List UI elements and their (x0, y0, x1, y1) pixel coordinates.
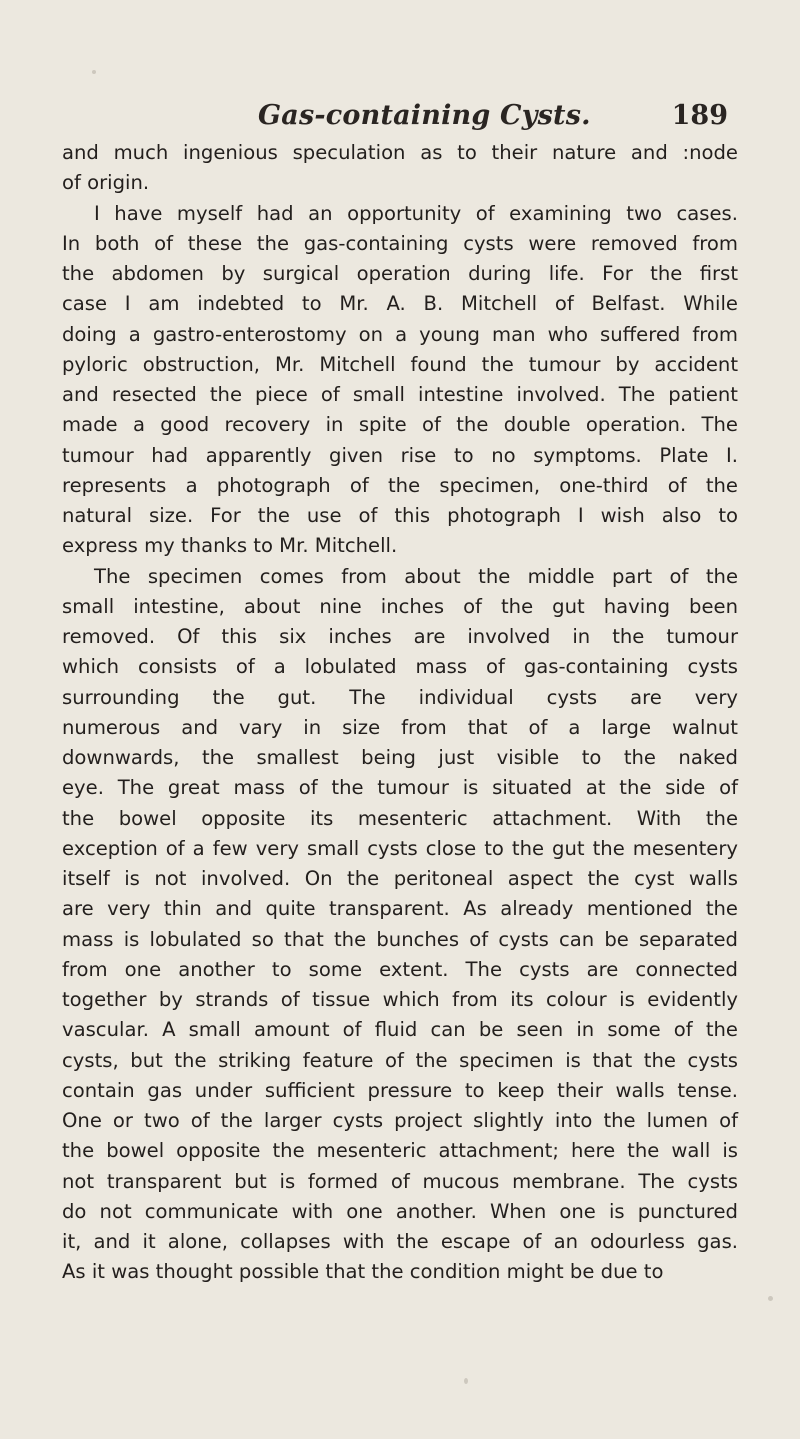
text-line: represents a photograph of the specimen, one-third of the (62, 473, 738, 497)
text-line: exception of a few very small cysts close to the gut the mesentery (62, 836, 738, 860)
text-line: natural size. For the use of this photograph I wish also to (62, 504, 738, 527)
text-line: surrounding the gut. The individual cysts are very (62, 685, 738, 709)
text-line: made a good recovery in spite of the double operation. The (62, 413, 738, 437)
text-line: the abdomen by surgical operation during life. For the first (62, 262, 738, 285)
text-line: are very thin and quite transparent. As already mentioned the (62, 897, 738, 921)
text-line: and resected the piece of small intestine involved. The patient (62, 383, 738, 406)
text-line: vascular. A small amount of fluid can be seen in some of the (62, 1018, 738, 1042)
text-line: downwards, the smallest being just visible to the naked (62, 746, 738, 769)
text-line: the bowel opposite its mesenteric attachment. With the (62, 806, 738, 830)
text-line: contain gas under sufficient pressure to keep their walls tense. (62, 1078, 738, 1102)
running-title: Gas-containing Cysts. (258, 100, 591, 131)
paper-spot (768, 1296, 773, 1301)
text-line: itself is not involved. On the peritoneal aspect the cyst walls (62, 867, 738, 890)
text-line: do not communicate with one another. When one is punctured (62, 1199, 738, 1223)
text-line: small intestine, about nine inches of the gut having been (62, 594, 738, 618)
text-line: pyloric obstruction, Mr. Mitchell found the tumour by accident (62, 352, 738, 376)
text-line: it, and it alone, collapses with the escape of an odourless gas. (62, 1230, 738, 1253)
text-line: doing a gastro-enterostomy on a young man who suffered from (62, 322, 738, 346)
text-line: express my thanks to Mr. Mitchell. (62, 534, 398, 558)
page-number: 189 (671, 100, 728, 131)
text-line: from one another to some extent. The cysts are connected (62, 957, 738, 981)
text-line: which consists of a lobulated mass of gas-containing cysts (62, 655, 738, 679)
running-head (258, 100, 728, 140)
text-line: numerous and vary in size from that of a large walnut (62, 715, 738, 739)
text-line: removed. Of this six inches are involved in the tumour (62, 625, 738, 648)
text-line: and much ingenious speculation as to their nature and :node (62, 141, 738, 164)
body-text (62, 138, 738, 1288)
text-line: not transparent but is formed of mucous membrane. The cysts (62, 1169, 738, 1193)
text-line: case I am indebted to Mr. A. B. Mitchell of Belfast. While (62, 292, 738, 316)
paragraph-start-line: The specimen comes from about the middle part of the (94, 564, 738, 588)
text-line: As it was thought possible that the condition might be due to (62, 1260, 664, 1284)
text-line: together by strands of tissue which from its colour is evidently (62, 988, 738, 1011)
text-line: tumour had apparently given rise to no symptoms. Plate I. (62, 443, 738, 467)
text-line: In both of these the gas-containing cysts were removed from (62, 231, 738, 255)
text-line: cysts, but the striking feature of the specimen is that the cysts (62, 1048, 738, 1072)
text-line: mass is lobulated so that the bunches of cysts can be separated (62, 927, 738, 951)
text-line: the bowel opposite the mesenteric attachment; here the wall is (62, 1139, 738, 1163)
paper-spot (92, 70, 96, 74)
text-line: of origin. (62, 171, 150, 195)
paper-spot (464, 1378, 468, 1384)
text-line: eye. The great mass of the tumour is situated at the side of (62, 776, 738, 800)
paragraph-start-line: I have myself had an opportunity of examining two cases. (94, 201, 738, 225)
text-line: One or two of the larger cysts project slightly into the lumen of (62, 1109, 738, 1132)
